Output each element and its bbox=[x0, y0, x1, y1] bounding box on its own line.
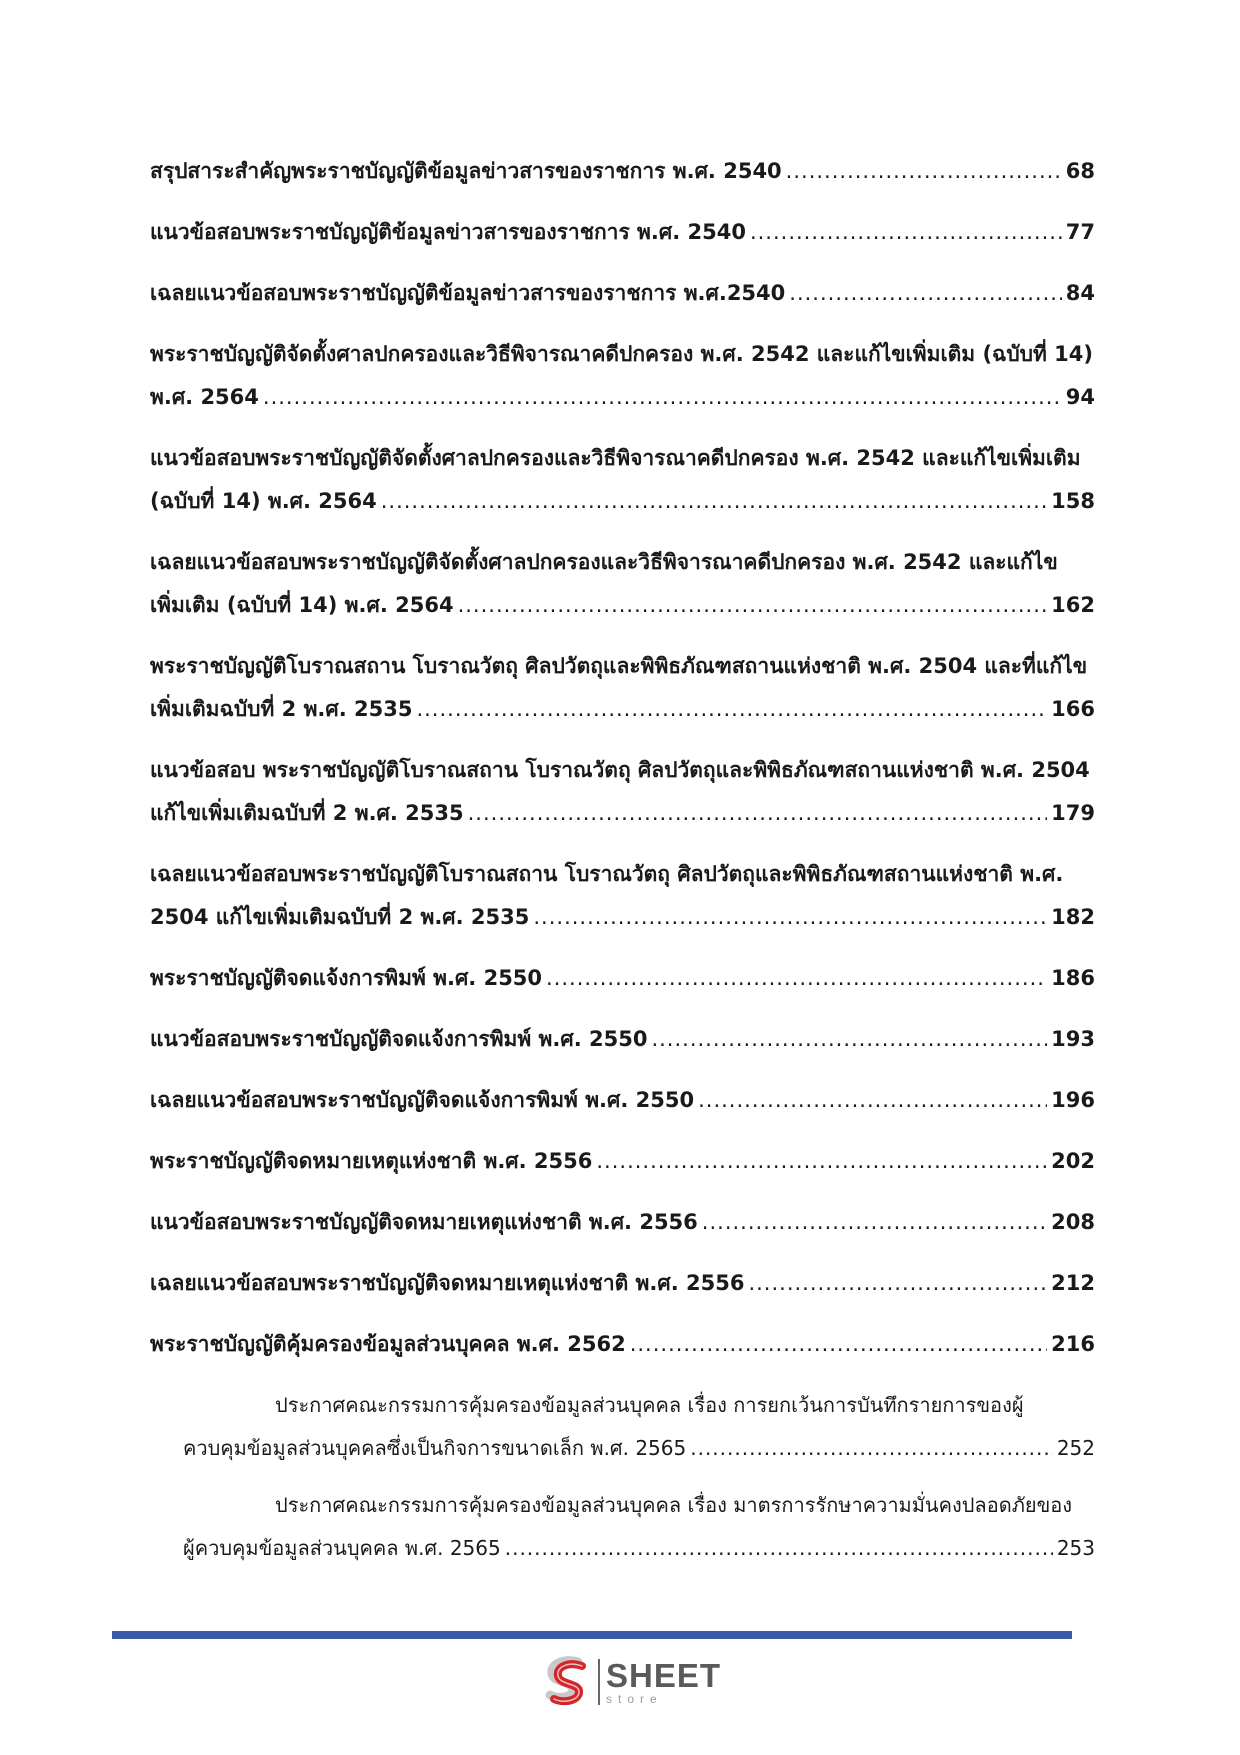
toc-entry[interactable] bbox=[150, 853, 1095, 939]
toc-entry-title: พระราชบัญญัติจดหมายเหตุแห่งชาติ พ.ศ. 2556 bbox=[150, 1149, 593, 1173]
toc-page-number: 252 bbox=[1056, 1436, 1095, 1460]
toc-leader-dots bbox=[546, 957, 1047, 1000]
toc-leader-dots bbox=[786, 150, 1062, 193]
toc-entry-title: แนวข้อสอบพระราชบัญญัติจดหมายเหตุแห่งชาติ พ.ศ. 2556 bbox=[150, 1210, 698, 1234]
toc-leader-dots bbox=[596, 1140, 1047, 1183]
toc-entry-title-line: แนวข้อสอบพระราชบัญญัติจัดตั้งศาลปกครองและวิธีพิจารณาคดีปกครอง พ.ศ. 2542 และแก้ไขเพิ่มเติม bbox=[150, 446, 1081, 470]
table-of-contents bbox=[150, 150, 1095, 1584]
sheet-store-logo bbox=[538, 1652, 721, 1712]
toc-entry-title: เฉลยแนวข้อสอบพระราชบัญญัติจดหมายเหตุแห่งชาติ พ.ศ. 2556 bbox=[150, 1271, 745, 1295]
toc-page-number: 216 bbox=[1051, 1332, 1095, 1356]
toc-subentry-title: ควบคุมข้อมูลส่วนบุคคลซึ่งเป็นกิจการขนาดเล็ก พ.ศ. 2565 bbox=[183, 1436, 687, 1460]
toc-entry-title: เฉลยแนวข้อสอบพระราชบัญญัติจดแจ้งการพิมพ์ พ.ศ. 2550 bbox=[150, 1088, 695, 1112]
toc-entry[interactable] bbox=[150, 1201, 1095, 1244]
toc-subentry-title-line: ประกาศคณะกรรมการคุ้มครองข้อมูลส่วนบุคคล เรื่อง การยกเว้นการบันทึกรายการของผู้ bbox=[275, 1393, 1024, 1417]
toc-entry[interactable] bbox=[150, 333, 1095, 419]
toc-page-number: 182 bbox=[1051, 905, 1095, 929]
toc-leader-dots bbox=[468, 792, 1048, 835]
toc-entry[interactable] bbox=[150, 645, 1095, 731]
logo-word: SHEET bbox=[606, 1657, 722, 1694]
toc-page-number: 202 bbox=[1051, 1149, 1095, 1173]
toc-subentry-title: ผู้ควบคุมข้อมูลส่วนบุคคล พ.ศ. 2565 bbox=[183, 1536, 501, 1560]
logo-wordmark bbox=[606, 1659, 721, 1705]
toc-entry-title: (ฉบับที่ 14) พ.ศ. 2564 bbox=[150, 489, 377, 513]
toc-leader-dots bbox=[750, 211, 1062, 254]
footer-divider bbox=[112, 1631, 1072, 1639]
toc-entry-title: พ.ศ. 2564 bbox=[150, 385, 259, 409]
toc-entry-title: แก้ไขเพิ่มเติมฉบับที่ 2 พ.ศ. 2535 bbox=[150, 801, 464, 825]
toc-subentry[interactable] bbox=[183, 1484, 1095, 1570]
toc-page-number: 253 bbox=[1056, 1536, 1095, 1560]
toc-entry[interactable] bbox=[150, 1140, 1095, 1183]
toc-leader-dots bbox=[458, 584, 1048, 627]
toc-subentry[interactable] bbox=[183, 1384, 1095, 1470]
toc-entry[interactable] bbox=[150, 272, 1095, 315]
toc-entry-title-line: เฉลยแนวข้อสอบพระราชบัญญัติจัดตั้งศาลปกครองและวิธีพิจารณาคดีปกครอง พ.ศ. 2542 และแก้ไข bbox=[150, 550, 1058, 574]
toc-entry-title-line: เฉลยแนวข้อสอบพระราชบัญญัติโบราณสถาน โบราณวัตถุ ศิลปวัตถุและพิพิธภัณฑสถานแห่งชาติ พ.ศ. bbox=[150, 862, 1064, 886]
toc-leader-dots bbox=[505, 1527, 1053, 1570]
sheet-store-s-logo-icon bbox=[538, 1654, 594, 1710]
toc-page-number: 94 bbox=[1065, 385, 1095, 409]
toc-entry-title: สรุปสาระสำคัญพระราชบัญญัติข้อมูลข่าวสารของราชการ พ.ศ. 2540 bbox=[150, 159, 782, 183]
toc-page-number: 193 bbox=[1051, 1027, 1095, 1051]
toc-leader-dots bbox=[748, 1262, 1047, 1305]
toc-page-number: 179 bbox=[1051, 801, 1095, 825]
toc-entry[interactable] bbox=[150, 1079, 1095, 1122]
toc-leader-dots bbox=[533, 896, 1047, 939]
toc-entry-title: เพิ่มเติมฉบับที่ 2 พ.ศ. 2535 bbox=[150, 697, 413, 721]
toc-page-number: 84 bbox=[1065, 281, 1095, 305]
toc-leader-dots bbox=[789, 272, 1061, 315]
toc-entry[interactable] bbox=[150, 1018, 1095, 1061]
toc-page-number: 186 bbox=[1051, 966, 1095, 990]
toc-entry[interactable] bbox=[150, 437, 1095, 523]
toc-entry[interactable] bbox=[150, 150, 1095, 193]
toc-entry[interactable] bbox=[150, 211, 1095, 254]
toc-entry[interactable] bbox=[150, 749, 1095, 835]
toc-leader-dots bbox=[651, 1018, 1047, 1061]
toc-entry-title-line: แนวข้อสอบ พระราชบัญญัติโบราณสถาน โบราณวัตถุ ศิลปวัตถุและพิพิธภัณฑสถานแห่งชาติ พ.ศ. 2504 bbox=[150, 758, 1090, 782]
toc-page-number: 68 bbox=[1065, 159, 1095, 183]
toc-entry[interactable] bbox=[150, 541, 1095, 627]
toc-entry[interactable] bbox=[150, 957, 1095, 1000]
toc-page-number: 77 bbox=[1065, 220, 1095, 244]
logo-separator bbox=[598, 1659, 600, 1705]
toc-leader-dots bbox=[416, 688, 1047, 731]
toc-leader-dots bbox=[630, 1323, 1047, 1366]
logo-subword: store bbox=[606, 1692, 663, 1706]
toc-entry-title: แนวข้อสอบพระราชบัญญัติจดแจ้งการพิมพ์ พ.ศ. 2550 bbox=[150, 1027, 648, 1051]
toc-leader-dots bbox=[381, 480, 1047, 523]
toc-entry-title-line: พระราชบัญญัติจัดตั้งศาลปกครองและวิธีพิจารณาคดีปกครอง พ.ศ. 2542 และแก้ไขเพิ่มเติม (ฉบับที่ 14) bbox=[150, 342, 1093, 366]
toc-leader-dots bbox=[698, 1079, 1047, 1122]
toc-entry-title: แนวข้อสอบพระราชบัญญัติข้อมูลข่าวสารของราชการ พ.ศ. 2540 bbox=[150, 220, 746, 244]
toc-entry-title: เพิ่มเติม (ฉบับที่ 14) พ.ศ. 2564 bbox=[150, 593, 454, 617]
toc-entry-title: พระราชบัญญัติคุ้มครองข้อมูลส่วนบุคคล พ.ศ. 2562 bbox=[150, 1332, 626, 1356]
toc-subentry-title-line: ประกาศคณะกรรมการคุ้มครองข้อมูลส่วนบุคคล เรื่อง มาตรการรักษาความมั่นคงปลอดภัยของ bbox=[275, 1493, 1073, 1517]
toc-page-number: 166 bbox=[1051, 697, 1095, 721]
toc-page-number: 196 bbox=[1051, 1088, 1095, 1112]
toc-page-number: 158 bbox=[1051, 489, 1095, 513]
toc-page-number: 162 bbox=[1051, 593, 1095, 617]
toc-entry-title: พระราชบัญญัติจดแจ้งการพิมพ์ พ.ศ. 2550 bbox=[150, 966, 543, 990]
toc-entry-title-line: พระราชบัญญัติโบราณสถาน โบราณวัตถุ ศิลปวัตถุและพิพิธภัณฑสถานแห่งชาติ พ.ศ. 2504 และที่แก้ไข bbox=[150, 654, 1088, 678]
toc-entry-title: 2504 แก้ไขเพิ่มเติมฉบับที่ 2 พ.ศ. 2535 bbox=[150, 905, 530, 929]
toc-entry[interactable] bbox=[150, 1323, 1095, 1366]
toc-page-number: 212 bbox=[1051, 1271, 1095, 1295]
toc-leader-dots bbox=[263, 376, 1062, 419]
toc-entry-title: เฉลยแนวข้อสอบพระราชบัญญัติข้อมูลข่าวสารของราชการ พ.ศ.2540 bbox=[150, 281, 786, 305]
toc-leader-dots bbox=[690, 1427, 1053, 1470]
toc-entry[interactable] bbox=[150, 1262, 1095, 1305]
toc-page-number: 208 bbox=[1051, 1210, 1095, 1234]
toc-leader-dots bbox=[702, 1201, 1047, 1244]
